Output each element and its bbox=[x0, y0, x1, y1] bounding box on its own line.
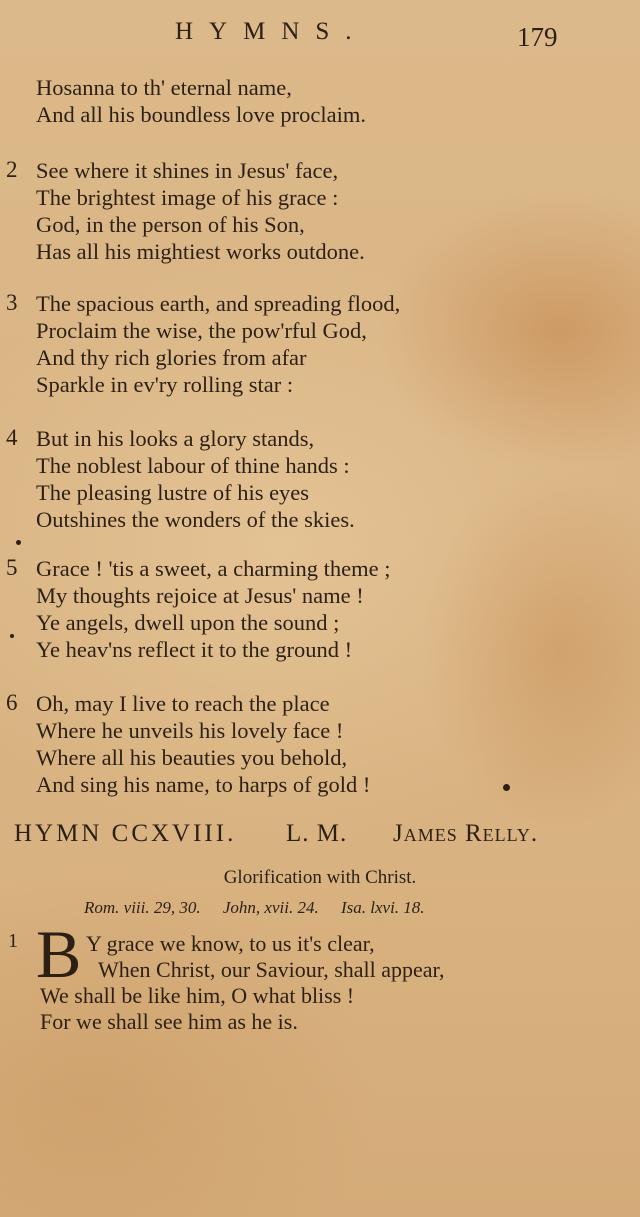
verse-line: Ye angels, dwell upon the sound ; bbox=[36, 610, 340, 635]
stanza-number: 2 bbox=[6, 157, 18, 182]
verse-line: Sparkle in ev'ry rolling star : bbox=[36, 372, 294, 397]
hymn-author: James Relly. bbox=[393, 820, 539, 847]
stanza-number: 3 bbox=[6, 290, 18, 315]
stanza-number: 4 bbox=[6, 425, 18, 450]
verse-line: The brightest image of his grace : bbox=[36, 185, 339, 210]
stanza-2 bbox=[0, 157, 640, 265]
scripture-reference: Isa. lxvi. 18. bbox=[340, 898, 425, 917]
verse-line: The pleasing lustre of his eyes bbox=[36, 480, 310, 505]
verse-line: Grace ! 'tis a sweet, a charming theme ; bbox=[36, 556, 391, 581]
verse-line: Has all his mightiest works outdone. bbox=[36, 239, 365, 264]
verse-line: And sing his name, to harps of gold ! bbox=[36, 772, 371, 797]
scripture-reference: John, xvii. 24. bbox=[222, 898, 319, 917]
verse-line: For we shall see him as he is. bbox=[40, 1009, 298, 1034]
stanza-number: 5 bbox=[6, 555, 18, 580]
hymn-title: HYMN CCXVIII. bbox=[14, 820, 237, 847]
verse-line: See where it shines in Jesus' face, bbox=[36, 158, 339, 183]
stanza-5 bbox=[0, 555, 640, 663]
verse-line: Where he unveils his lovely face ! bbox=[36, 718, 344, 743]
verse-line: Where all his beauties you behold, bbox=[36, 745, 348, 770]
stanza-number: 6 bbox=[6, 690, 18, 715]
scripture-references bbox=[84, 898, 443, 918]
verse-line: When Christ, our Saviour, shall appear, bbox=[98, 957, 445, 982]
drop-cap: B bbox=[36, 916, 82, 992]
verse-line: Hosanna to th' eternal name, bbox=[36, 75, 292, 100]
stanza-3 bbox=[0, 290, 640, 398]
ink-speck bbox=[503, 784, 510, 791]
verse-line: And thy rich glories from afar bbox=[36, 345, 307, 370]
verse-line: Y grace we know, to us it's clear, bbox=[86, 931, 375, 956]
hymn-meter: L. M. bbox=[286, 820, 348, 847]
verse-line: Outshines the wonders of the skies. bbox=[36, 507, 355, 532]
verse-line: My thoughts rejoice at Jesus' name ! bbox=[36, 583, 364, 608]
verse-line: Ye heav'ns reflect it to the ground ! bbox=[36, 637, 353, 662]
page-header bbox=[0, 16, 640, 56]
verse-line: But in his looks a glory stands, bbox=[36, 426, 315, 451]
scripture-reference: Rom. viii. 29, 30. bbox=[84, 898, 201, 917]
verse-line: Proclaim the wise, the pow'rful God, bbox=[36, 318, 367, 343]
hymn-subtitle: Glorification with Christ. bbox=[223, 867, 417, 888]
page-number: 179 bbox=[517, 22, 558, 52]
verse-line: And all his boundless love proclaim. bbox=[36, 102, 366, 127]
stanza-6 bbox=[0, 690, 640, 798]
ink-speck bbox=[16, 540, 21, 545]
verse-line: God, in the person of his Son, bbox=[36, 212, 305, 237]
stanza-4 bbox=[0, 425, 640, 533]
stanza-number: 1 bbox=[8, 930, 18, 952]
verse-line: The noblest labour of thine hands : bbox=[36, 453, 350, 478]
verse-line: We shall be like him, O what bliss ! bbox=[40, 983, 355, 1008]
hymn-heading bbox=[14, 820, 634, 848]
stanza-continuation bbox=[0, 74, 640, 128]
running-title: HYMNS. bbox=[175, 18, 368, 45]
verse-line: Oh, may I live to reach the place bbox=[36, 691, 330, 716]
verse-line: The spacious earth, and spreading flood, bbox=[36, 291, 401, 316]
ink-speck bbox=[10, 634, 14, 638]
